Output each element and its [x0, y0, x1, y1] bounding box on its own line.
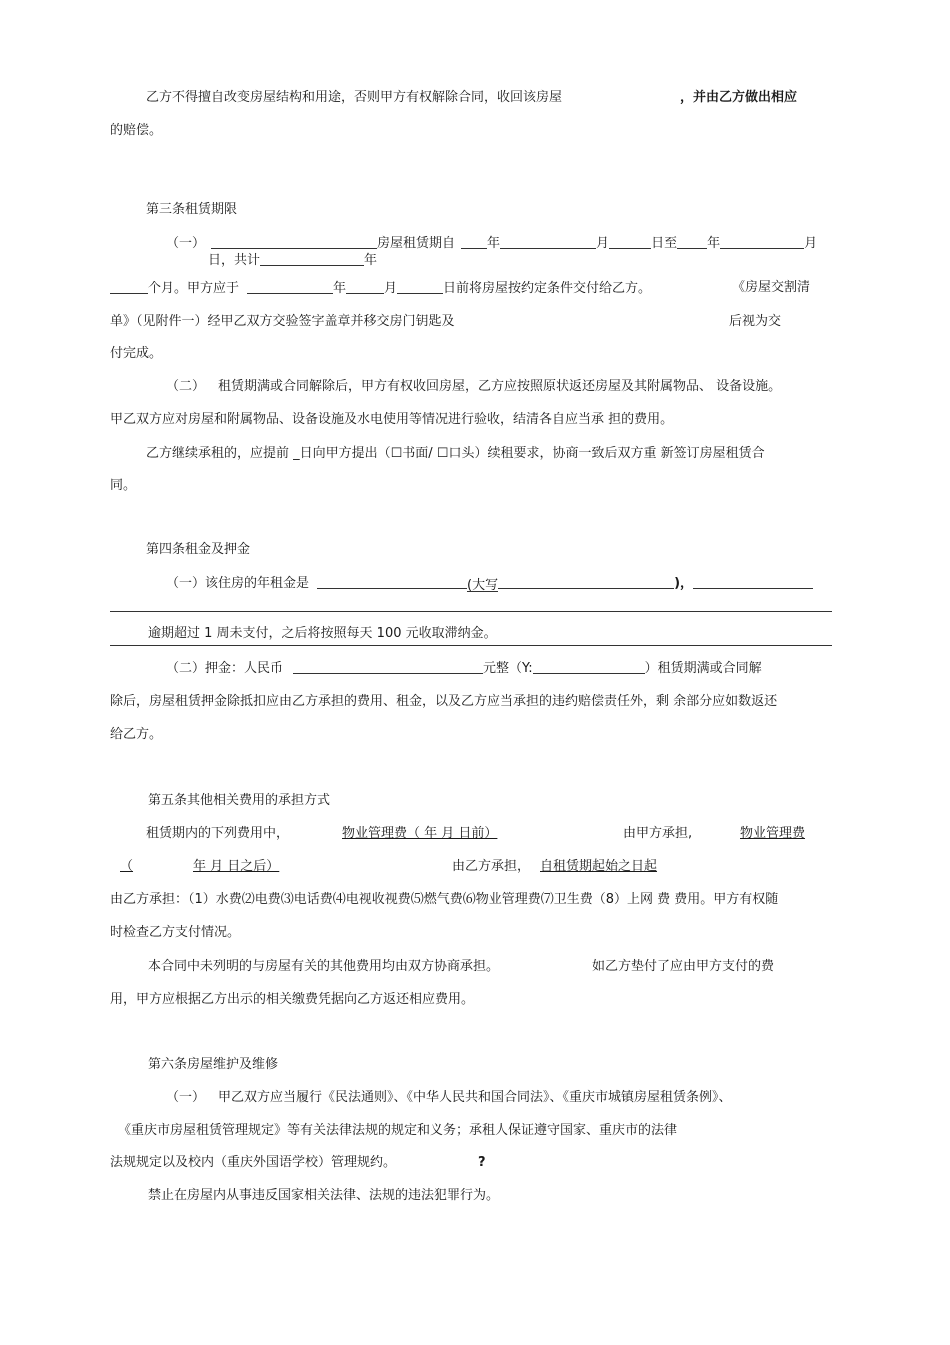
article5-line1d: 物业管理费: [740, 826, 806, 841]
article4-heading: 第四条租金及押金: [146, 542, 251, 557]
article4-line2: 逾期超过 1 周未支付，之后将按照每天 100 元收取滞纳金。: [148, 626, 497, 641]
article3-line7: 甲乙双方应对房屋和附属物品、设备设施及水电使用等情况进行验收，结清各自应当承 担的费用。: [110, 412, 674, 427]
article6-line3a: 法规规定以及校内（重庆外国语学校）管理规约。: [110, 1155, 397, 1170]
article5-line5a: 本合同中未列明的与房屋有关的其他费用均由双方协商承担。: [148, 959, 500, 974]
blank-field[interactable]: [677, 234, 707, 249]
article5-heading: 第五条其他相关费用的承担方式: [148, 793, 331, 808]
article6-line1a: （一）: [166, 1090, 206, 1105]
article5-line1c: 由甲方承担,: [623, 826, 693, 841]
article5-line4: 时检查乙方支付情况。: [110, 925, 241, 940]
blank-field[interactable]: [533, 659, 645, 674]
p1-line1: 乙方不得擅自改变房屋结构和用途，否则甲方有权解除合同，收回该房屋: [146, 90, 563, 105]
blank-field[interactable]: [720, 234, 804, 249]
article6-line2: 《重庆市房屋租赁管理规定》等有关法律法规的规定和义务；承租人保证遵守国家、重庆市的法律: [118, 1123, 678, 1138]
article5-line1a: 租赁期内的下列费用中，: [146, 826, 290, 841]
article6-line1b: 甲乙双方应当履行《民法通则》、《中华人民共和国合同法》、《重庆市城镇房屋租赁条例》、: [218, 1090, 732, 1105]
article3-line6b: 租赁期满或合同解除后，甲方有权收回房屋，乙方应按照原状返还房屋及其附属物品、 设备设施。: [218, 379, 782, 394]
p1-line1-end: ，并由乙方做出相应: [680, 90, 798, 105]
blank-field[interactable]: [317, 574, 467, 589]
article3-line3: 个月。甲方应于 年 月 日前将房屋按约定条件交付给乙方。: [110, 279, 651, 297]
article4-line3: （二）押金：人民币 元整（Y: ）租赁期满或合同解: [166, 661, 762, 676]
divider-line: [110, 611, 832, 612]
article3-line6a: （二）: [166, 379, 206, 394]
blank-field[interactable]: [693, 574, 813, 589]
article5-line2c: 由乙方承担，: [452, 859, 531, 874]
article3-line8: 乙方继续承租的，应提前 _日向甲方提出（☐书面/ ☐口头）续租要求，协商一致后双方重 新签订房屋租赁合: [146, 446, 765, 461]
blank-field[interactable]: [498, 574, 674, 589]
blank-field[interactable]: [293, 659, 483, 674]
article5-line2d: 自租赁期起始之日起: [540, 859, 658, 874]
blank-field[interactable]: [461, 234, 487, 249]
blank-field[interactable]: [211, 234, 377, 249]
article6-heading: 第六条房屋维护及维修: [148, 1057, 279, 1072]
article5-line2: （ 年 月 日之后）: [120, 859, 280, 874]
blank-field[interactable]: [247, 279, 333, 294]
divider-line: [110, 645, 832, 646]
p1-line2: 的赔偿。: [110, 123, 163, 138]
article4-line4: 除后，房屋租赁押金除抵扣应由乙方承担的费用、租金，以及乙方应当承担的违约赔偿责任外，剩 余部分应如数返还: [110, 694, 778, 709]
article5-line3: 由乙方承担：（1）水费⑵电费⑶电话费⑷电视收视费⑸燃气费⑹物业管理费⑺卫生费（8）上网 费 费用。甲方有权随: [110, 892, 779, 907]
article3-line9: 同。: [110, 478, 137, 493]
article3-line5: 付完成。: [110, 346, 163, 361]
blank-field[interactable]: [500, 234, 596, 249]
article5-line5b: 如乙方垫付了应由甲方支付的费: [592, 959, 775, 974]
article5-line6: 用，甲方应根据乙方出示的相关缴费凭据向乙方返还相应费用。: [110, 992, 475, 1007]
article5-line1b: 物业管理费（ 年 月 日前）: [342, 826, 498, 841]
blank-field[interactable]: [397, 279, 443, 294]
blank-field[interactable]: [110, 279, 148, 294]
article3-line4-end: 后视为交: [729, 314, 782, 329]
blank-field[interactable]: [609, 234, 651, 249]
article3-line2: 日，共计 年: [208, 253, 378, 268]
article3-line1: （一） 房屋租赁期自 年 月 日至 年 月: [166, 236, 818, 251]
article3-line4: 单》（见附件一）经甲乙双方交验签字盖章并移交房门钥匙及: [110, 314, 455, 329]
article6-line3b: ?: [478, 1155, 486, 1170]
article6-line4: 禁止在房屋内从事违反国家相关法律、法规的违法犯罪行为。: [148, 1188, 500, 1203]
blank-field[interactable]: [260, 251, 364, 266]
article4-line1: （一）该住房的年租金是 (大写 )，: [166, 574, 813, 592]
article3-line3-end: 《房屋交割清: [732, 280, 811, 295]
blank-field[interactable]: [346, 279, 384, 294]
article4-line5: 给乙方。: [110, 727, 163, 742]
article3-heading: 第三条租赁期限: [146, 202, 238, 217]
